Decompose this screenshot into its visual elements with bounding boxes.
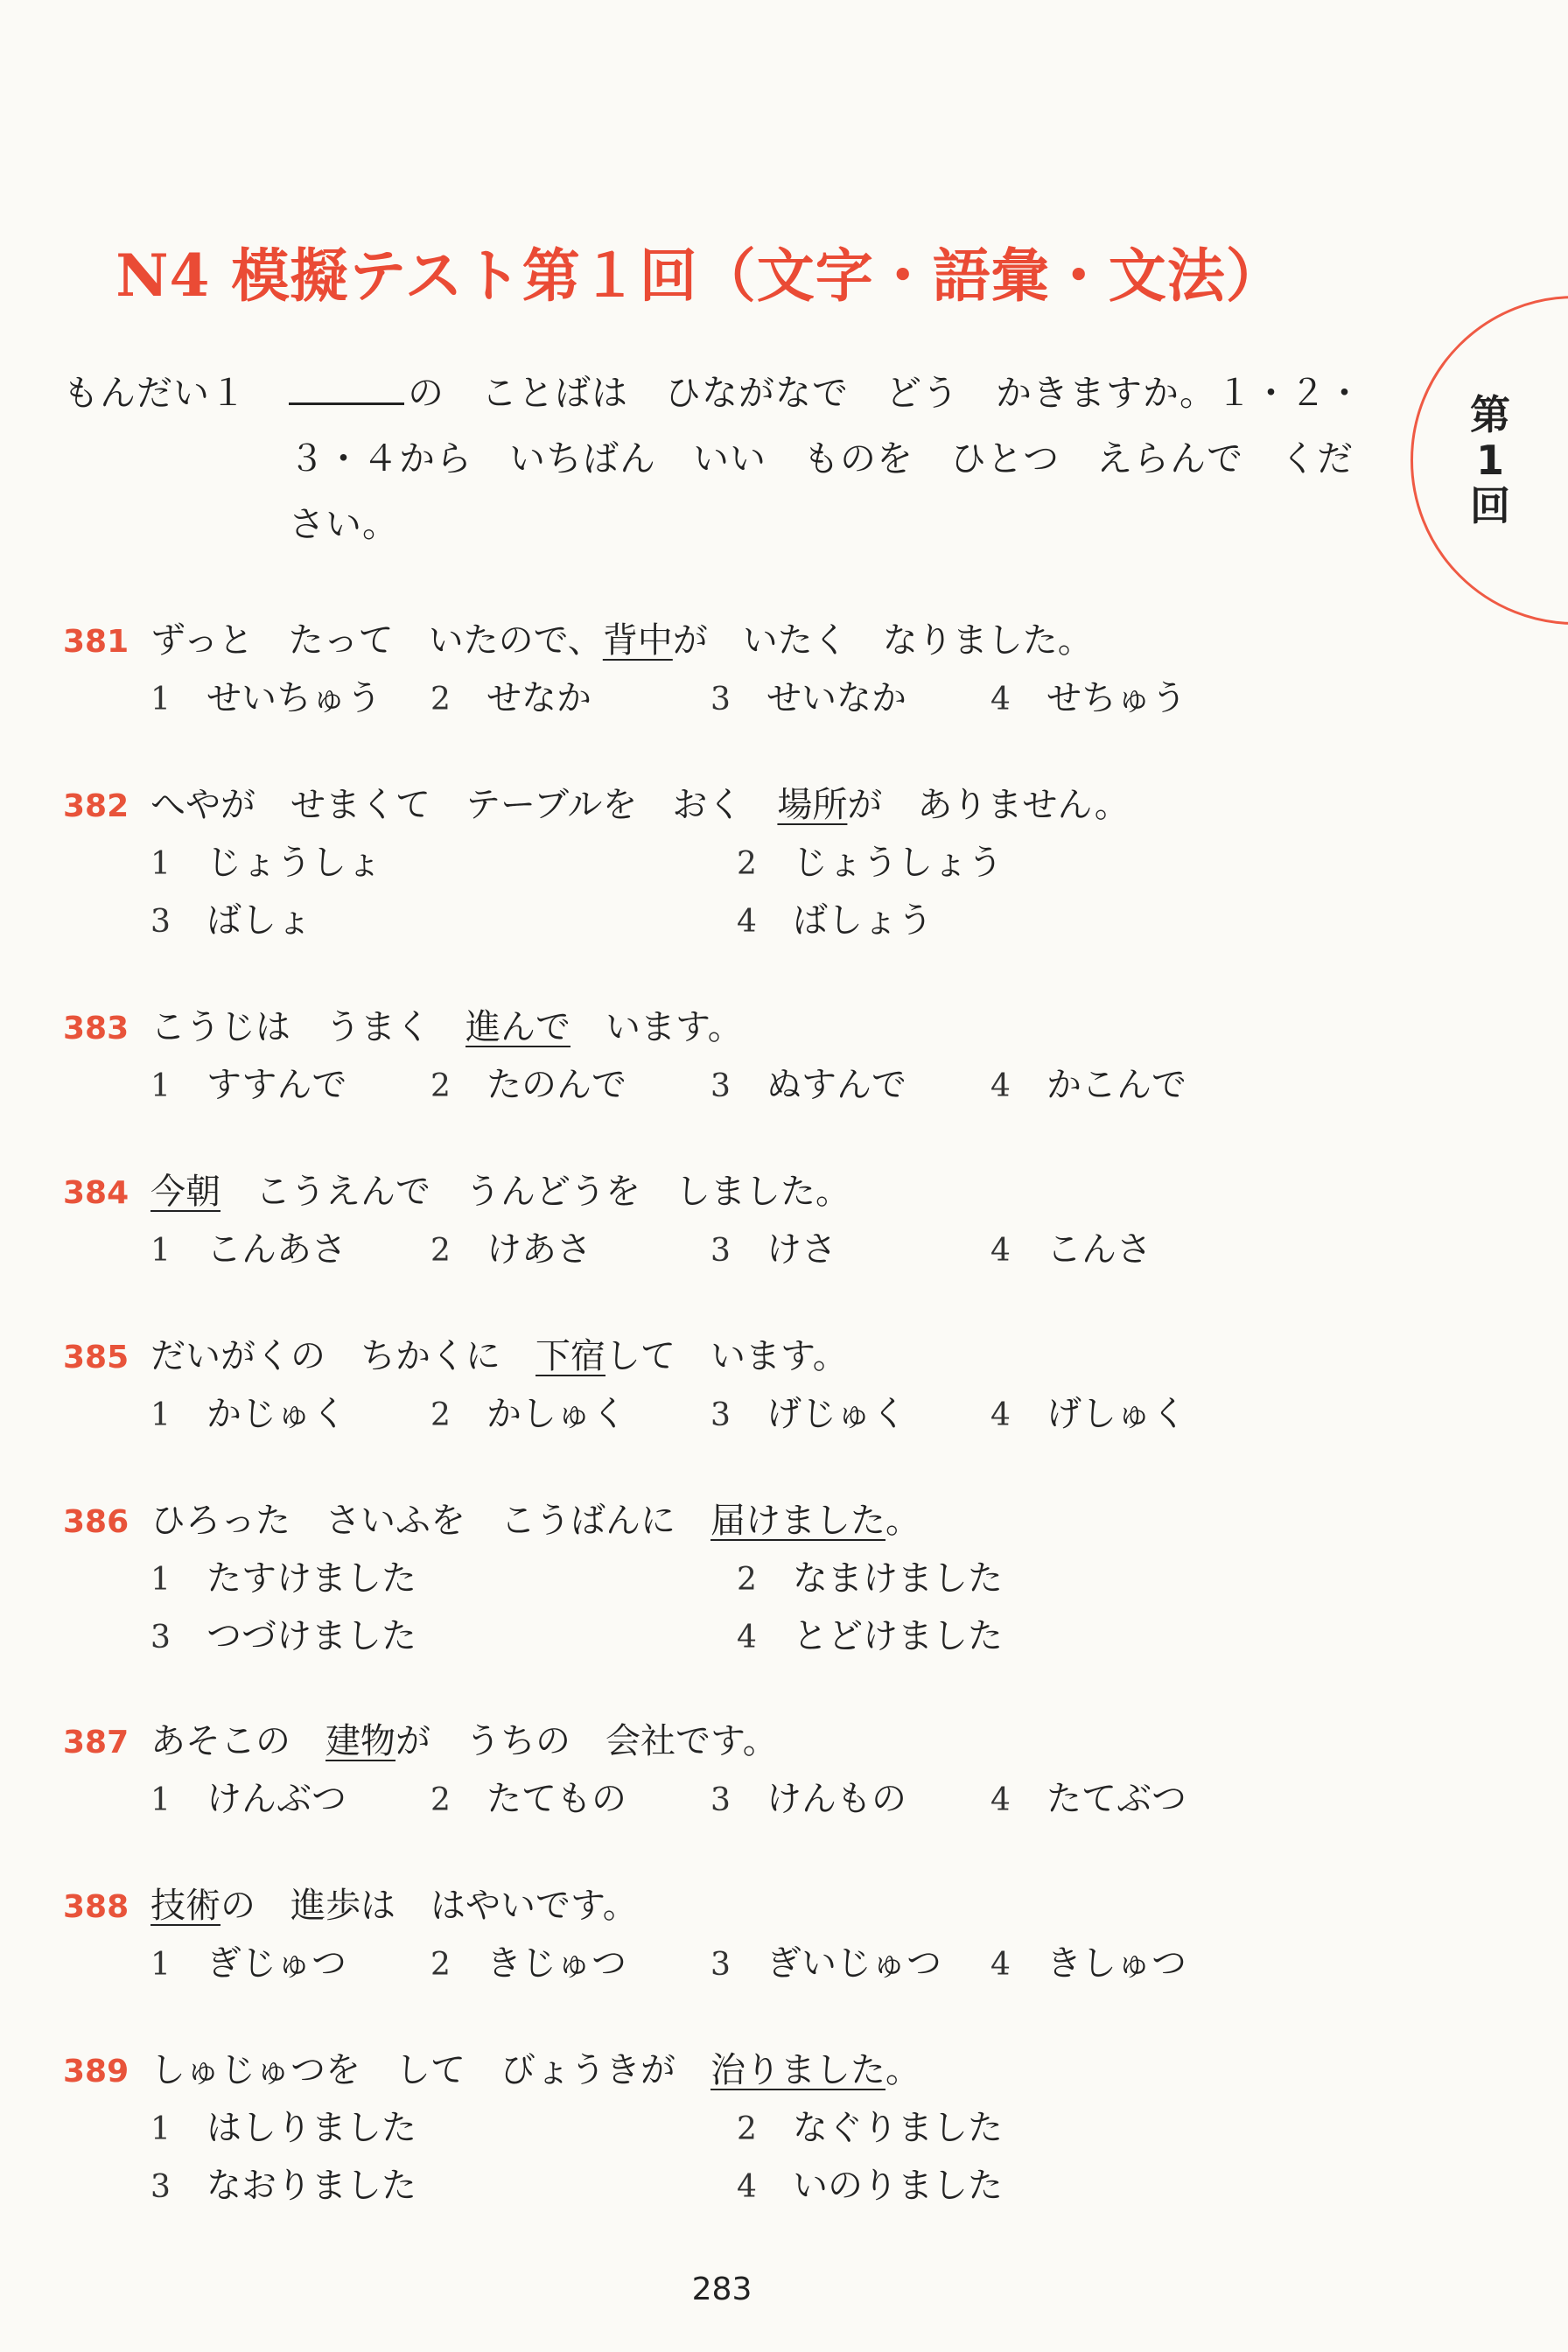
option-text: すすんで	[206, 1065, 347, 1105]
option-number: 3	[150, 2169, 171, 2205]
question-target-word: 背中	[602, 620, 673, 661]
question	[63, 612, 1384, 728]
option-text: かこんで	[1046, 1065, 1186, 1105]
question-number: 383	[63, 1011, 130, 1046]
question-line	[63, 1493, 1384, 1550]
option-number: 2	[737, 1562, 757, 1598]
answer-blank-line	[289, 402, 404, 405]
option-number: 3	[710, 682, 731, 718]
question	[63, 777, 1384, 950]
instruction-text-wrap	[289, 360, 1384, 557]
option[interactable]	[737, 2158, 1323, 2216]
option[interactable]	[710, 670, 990, 728]
option[interactable]	[710, 1386, 990, 1444]
option[interactable]	[430, 1936, 710, 1993]
option-number: 2	[737, 846, 757, 882]
question-line	[63, 777, 1384, 835]
option-text: とどけました	[793, 1616, 1003, 1656]
options	[63, 670, 1384, 728]
option-number: 1	[150, 2111, 171, 2147]
page-title: N4 模擬テスト第１回（文字・語彙・文法）	[116, 242, 1284, 310]
option[interactable]	[737, 1550, 1323, 1608]
option-text: かじゅく	[206, 1394, 346, 1434]
option[interactable]	[150, 1222, 430, 1279]
options	[63, 1550, 1384, 1666]
option-number: 2	[430, 1068, 451, 1104]
option-text: きじゅつ	[486, 1943, 626, 1984]
option-number: 4	[737, 2169, 757, 2205]
question-text-after: こうえんで うんどうを しました。	[220, 1172, 850, 1212]
options	[63, 1222, 1384, 1279]
option[interactable]	[430, 1057, 710, 1115]
option-text: せいちゅう	[206, 678, 382, 718]
option-number: 4	[990, 1068, 1011, 1104]
question	[63, 1328, 1384, 1444]
instruction-text: の ことばは ひながなで どう かきますか。１・２・３・４から いちばん いい ものを ひとつ えらんで ください。	[289, 372, 1363, 545]
question-target-word: 今朝	[150, 1172, 220, 1212]
option-text: ばしょう	[793, 900, 933, 941]
option[interactable]	[430, 670, 710, 728]
question-text-before: こうじは うまく	[150, 1007, 466, 1047]
question-text-after: の 進歩は はやいです。	[220, 1886, 638, 1926]
option-number: 4	[737, 1620, 757, 1656]
instruction-label: もんだい１	[63, 372, 247, 414]
option-number: 2	[430, 1233, 451, 1269]
question-number: 381	[63, 624, 130, 660]
option-text: けんぶつ	[206, 1779, 346, 1819]
question-target-word: 治りました	[710, 2050, 886, 2090]
question	[63, 2042, 1384, 2216]
option-text: たてもの	[486, 1779, 626, 1819]
option-text: はしりました	[206, 2108, 416, 2148]
option[interactable]	[150, 1057, 430, 1115]
option-text: なまけました	[793, 1558, 1003, 1599]
option-text: たてぶつ	[1046, 1779, 1186, 1819]
question-number: 389	[63, 2054, 130, 2090]
question-text-after: が うちの 会社です。	[396, 1721, 778, 1761]
option-number: 3	[710, 1947, 731, 1983]
option-text: けあさ	[486, 1229, 592, 1270]
option[interactable]	[990, 1386, 1270, 1444]
question-text-after: 。	[886, 1501, 920, 1541]
option[interactable]	[990, 1936, 1270, 1993]
option-text: こんあさ	[206, 1229, 346, 1270]
option-number: 4	[990, 1397, 1011, 1433]
option-text: たのんで	[486, 1065, 626, 1105]
question-number: 386	[63, 1504, 130, 1540]
question-text-before: あそこの	[150, 1721, 326, 1761]
option-text: ぬすんで	[766, 1065, 906, 1105]
options	[63, 1386, 1384, 1444]
option[interactable]	[150, 2100, 737, 2158]
option-number: 3	[150, 1620, 171, 1656]
option[interactable]	[737, 835, 1323, 892]
option-number: 4	[990, 1233, 1011, 1269]
option-number: 1	[150, 1233, 171, 1269]
option-number: 4	[990, 682, 1011, 718]
question-text-before: へやが せまくて テーブルを おく	[150, 785, 778, 825]
question-text-after: が ありません。	[847, 785, 1130, 825]
options	[63, 1057, 1384, 1115]
option[interactable]	[990, 670, 1270, 728]
question-line	[63, 1878, 1384, 1936]
option-number: 4	[990, 1947, 1011, 1983]
options	[63, 1936, 1384, 1993]
question-target-word: 届けました	[710, 1501, 886, 1541]
question	[63, 1878, 1384, 1993]
question-target-word: 進んで	[466, 1007, 570, 1047]
question-text-before: だいがくの ちかくに	[150, 1336, 536, 1376]
option-text: ばしょ	[206, 900, 312, 941]
option-text: たすけました	[206, 1558, 416, 1599]
options	[63, 1771, 1384, 1829]
option[interactable]	[150, 1936, 430, 1993]
option[interactable]	[737, 2100, 1323, 2158]
option-number: 1	[150, 1562, 171, 1598]
option[interactable]	[150, 1771, 430, 1829]
option-text: けさ	[766, 1229, 836, 1270]
question-line	[63, 612, 1384, 670]
option-text: なおりました	[206, 2166, 416, 2206]
option-text: せちゅう	[1046, 678, 1186, 718]
option[interactable]	[710, 1936, 990, 1993]
option[interactable]	[150, 835, 737, 892]
question-target-word: 下宿	[536, 1336, 606, 1376]
option-number: 3	[710, 1068, 731, 1104]
option-text: せなか	[486, 678, 592, 718]
question	[63, 999, 1384, 1115]
option[interactable]	[150, 1608, 737, 1666]
question-number: 385	[63, 1340, 130, 1376]
option[interactable]	[430, 1222, 710, 1279]
option[interactable]	[150, 2158, 737, 2216]
option-number: 3	[710, 1782, 731, 1818]
option-text: かしゅく	[486, 1394, 626, 1434]
question-line	[63, 1328, 1384, 1386]
option-number: 3	[710, 1397, 731, 1433]
option-number: 1	[150, 846, 171, 882]
option-text: げじゅく	[766, 1394, 906, 1434]
option-number: 1	[150, 1947, 171, 1983]
question-target-word: 場所	[777, 785, 848, 825]
option-number: 4	[737, 904, 757, 940]
option[interactable]	[710, 1771, 990, 1829]
question-text-before: ずっと たって いたので、	[150, 620, 603, 661]
option[interactable]	[710, 1222, 990, 1279]
option[interactable]	[737, 892, 1323, 950]
question-line	[63, 2042, 1384, 2100]
question-text-after: が いたく なりました。	[672, 620, 1093, 661]
option[interactable]	[430, 1386, 710, 1444]
question-number: 387	[63, 1725, 130, 1760]
option-number: 1	[150, 1397, 171, 1433]
question-text-after: して います。	[606, 1336, 848, 1376]
question-text-before: ひろった さいふを こうばんに	[150, 1501, 710, 1541]
option[interactable]	[710, 1057, 990, 1115]
instruction	[63, 360, 1384, 557]
option[interactable]	[150, 892, 737, 950]
question-number: 388	[63, 1889, 130, 1925]
question-text-before: しゅじゅつを して びょうきが	[150, 2050, 710, 2090]
option-text: じょうしょ	[206, 843, 382, 883]
option-number: 3	[150, 904, 171, 940]
option-text: なぐりました	[793, 2108, 1003, 2148]
option-text: げしゅく	[1046, 1394, 1186, 1434]
option-text: せいなか	[766, 678, 906, 718]
question-line	[63, 1713, 1384, 1771]
option-number: 2	[430, 1782, 451, 1818]
question-target-word: 建物	[326, 1721, 396, 1761]
option-text: ぎいじゅつ	[766, 1943, 942, 1984]
question-text-after: 。	[886, 2050, 920, 2090]
option-number: 4	[990, 1782, 1011, 1818]
section-tab-label: 第1回	[1470, 391, 1510, 529]
option[interactable]	[150, 670, 430, 728]
option[interactable]	[430, 1771, 710, 1829]
option-number: 2	[430, 682, 451, 718]
question-number: 382	[63, 788, 130, 824]
page-number: 283	[691, 2272, 752, 2307]
option-number: 1	[150, 1782, 171, 1818]
option[interactable]	[990, 1057, 1270, 1115]
option[interactable]	[990, 1222, 1270, 1279]
question	[63, 1713, 1384, 1829]
option-text: こんさ	[1046, 1229, 1152, 1270]
option-number: 1	[150, 682, 171, 718]
options	[63, 835, 1384, 950]
option-text: ぎじゅつ	[206, 1943, 346, 1984]
option-text: じょうしょう	[793, 843, 1003, 883]
options	[63, 2100, 1384, 2216]
option[interactable]	[737, 1608, 1323, 1666]
question-text-after: います。	[570, 1007, 743, 1047]
question-target-word: 技術	[150, 1886, 220, 1926]
option[interactable]	[150, 1386, 430, 1444]
option-text: けんもの	[766, 1779, 906, 1819]
option-text: つづけました	[206, 1616, 416, 1656]
option-text: きしゅつ	[1046, 1943, 1186, 1984]
option[interactable]	[150, 1550, 737, 1608]
option-number: 2	[737, 2111, 757, 2147]
option-number: 3	[710, 1233, 731, 1269]
option-number: 2	[430, 1947, 451, 1983]
option-text: いのりました	[793, 2166, 1003, 2206]
question-number: 384	[63, 1175, 130, 1211]
option[interactable]	[990, 1771, 1270, 1829]
option-number: 2	[430, 1397, 451, 1433]
question-line	[63, 999, 1384, 1057]
question-line	[63, 1164, 1384, 1222]
question	[63, 1164, 1384, 1279]
question	[63, 1493, 1384, 1666]
option-number: 1	[150, 1068, 171, 1104]
